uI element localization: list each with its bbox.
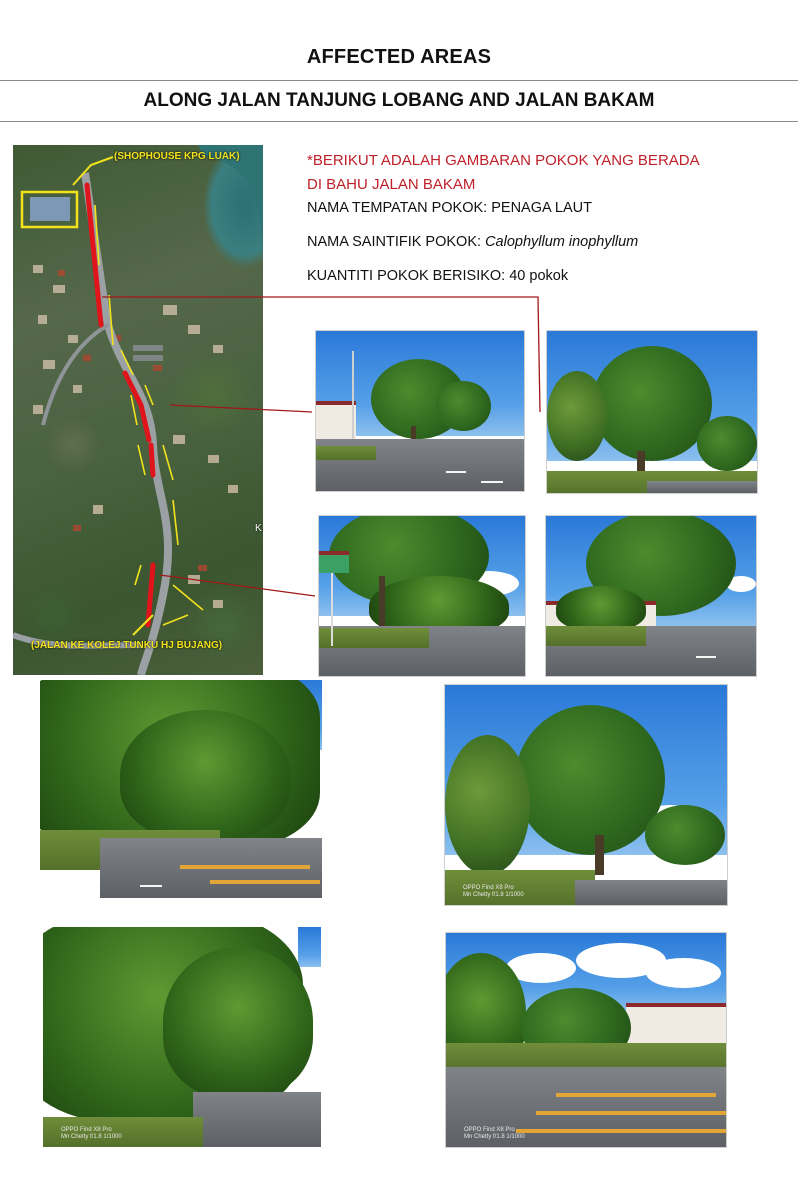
photo-watermark: OPPO Find X8 Pro Mn Chetty f/1.8 1/1000 <box>463 885 524 898</box>
scientific-name-label: NAMA SAINTIFIK POKOK: <box>307 234 486 250</box>
note-line-1: *BERIKUT ADALAH GAMBARAN POKOK YANG BERADA <box>307 152 700 169</box>
divider-top <box>0 80 798 81</box>
tree-photo-8 <box>445 932 727 1148</box>
map-edge-letter: K <box>255 523 262 534</box>
divider-bottom <box>0 121 798 122</box>
map-roofs <box>58 270 207 571</box>
tree-photo-4 <box>545 515 757 677</box>
tree-photo-7 <box>43 927 321 1147</box>
label-arrow-top <box>73 157 113 185</box>
page-subtitle: ALONG JALAN TANJUNG LOBANG AND JALAN BAKAM <box>143 90 655 111</box>
map-houses <box>33 265 238 608</box>
scientific-name-value: Calophyllum inophyllum <box>485 234 639 250</box>
risk-segment-3 <box>151 445 153 475</box>
tree-photo-3 <box>318 515 526 677</box>
map-label-college-road: (JALAN KE KOLEJ TUNKU HJ BUJANG) <box>31 640 223 651</box>
tree-photo-2 <box>546 330 758 494</box>
map-overlay <box>13 145 263 675</box>
local-name: NAMA TEMPATAN POKOK: PENAGA LAUT <box>307 200 592 216</box>
map-label-shophouse: (SHOPHOUSE KPG LUAK) <box>114 151 240 162</box>
satellite-map <box>13 145 263 675</box>
tree-photo-5 <box>40 680 322 898</box>
note-line-2: DI BAHU JALAN BAKAM <box>307 176 476 193</box>
shophouse-roof <box>30 197 70 221</box>
tree-photo-6 <box>444 684 728 906</box>
risk-quantity: KUANTITI POKOK BERISIKO: 40 pokok <box>307 268 569 284</box>
map-sea <box>198 145 263 265</box>
scientific-name <box>307 234 638 250</box>
photo-watermark: OPPO Find X8 Pro Mn Chetty f/1.8 1/1000 <box>464 1127 525 1140</box>
tree-photo-1 <box>315 330 525 492</box>
page-title: AFFECTED AREAS <box>306 46 492 68</box>
photo-watermark: OPPO Find X8 Pro Mn Chetty f/1.8 1/1000 <box>61 1127 122 1140</box>
